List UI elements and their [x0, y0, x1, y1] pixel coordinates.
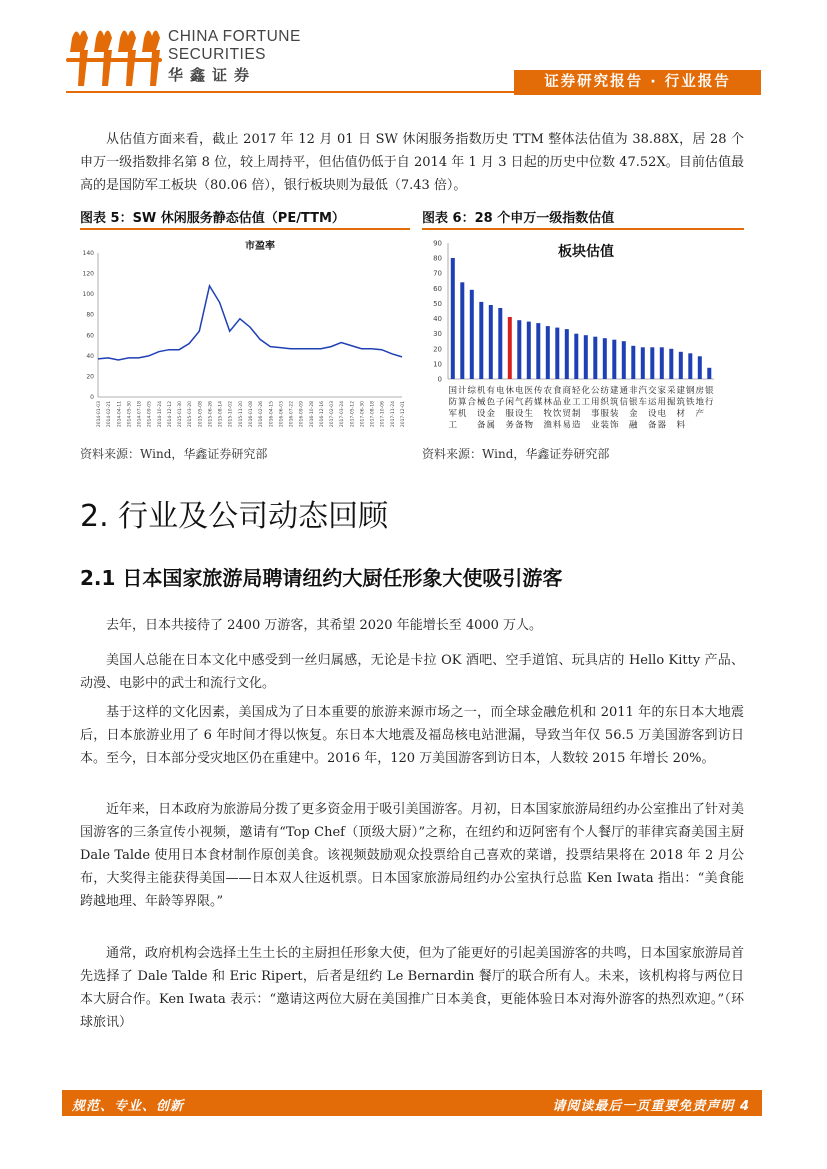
bar-21: [650, 347, 654, 379]
x-tick-label: 2017-11-24: [390, 401, 396, 428]
bar-10: [546, 326, 550, 379]
valuation-paragraph: 从估值方面来看，截止 2017 年 12 月 01 日 SW 休闲服务指数历史 TTM 整体法估值为 38.88X，居 28 个申万一级指数排名第 8 位，较上周持平，但估值仍低于自 2014 年 1 月 3 日起的历史中位数 47.52X。目前估值最高的是国防军工板块（80.06 倍），银行板块则为最低（7.43 倍）。: [80, 132, 744, 193]
x-tick-label: 2017-05-12: [350, 401, 356, 428]
logo-chinese: 华鑫证券: [168, 66, 257, 84]
logo-english-line2: SECURITIES: [168, 46, 267, 63]
bar-4: [489, 305, 493, 379]
bar-25: [688, 353, 692, 379]
bar-19: [631, 346, 635, 379]
x-tick-label: 2015-06-26: [208, 401, 214, 428]
x-tick-label: 计算机: [458, 386, 467, 419]
x-tick-label: 2017-10-06: [380, 401, 386, 428]
x-tick-label: 2017-06-30: [360, 401, 366, 428]
x-tick-label: 2015-05-08: [198, 401, 204, 428]
x-tick-label: 休闲服务: [505, 386, 515, 431]
x-tick-label: 食品饮料: [553, 386, 562, 431]
x-tick-label: 2016-10-28: [309, 401, 315, 428]
x-tick-label: 建筑材料: [676, 386, 686, 431]
figure6-source: 资料来源：Wind，华鑫证券研究部: [422, 447, 610, 461]
y-tick-label: 90: [433, 239, 442, 248]
figure5-caption: 图表 5：SW 休闲服务静态估值（PE/TTM）: [80, 211, 345, 226]
report-type-banner: 证券研究报告 · 行业报告: [514, 70, 761, 95]
bar-1: [460, 282, 464, 379]
x-tick-label: 2015-03-20: [188, 401, 194, 428]
y-tick-label: 80: [433, 254, 442, 263]
y-tick-label: 60: [433, 284, 442, 293]
x-tick-label: 2017-08-18: [370, 401, 376, 428]
body-paragraph: 通常，政府机构会选择土生土长的主厨担任形象大使，但为了能更好的引起美国游客的共鸣，日本国家旅游局首先选择了 Dale Talde 和 Eric Ripert，后者是纽约 Le Bernardin 餐厅的联合所有人。未来，该机构将与两位日本大厨合作。Ken Iwata 表示：“邀请这两位大厨在美国推广日本美食，更能体验日本对海外游客的热烈欢迎。”（环球旅讯）: [80, 946, 744, 1030]
pe-series-line: [98, 286, 402, 360]
x-tick-label: 医药生物: [524, 386, 534, 431]
bar-2: [470, 290, 474, 379]
x-tick-label: 2017-03-24: [340, 401, 346, 428]
footer-bar: [62, 1090, 762, 1116]
company-logo-icon: [66, 20, 162, 90]
subsection-heading: 2.1 日本国家旅游局聘请纽约大厨任形象大使吸引游客: [80, 566, 563, 590]
x-tick-label: 2016-12-16: [319, 401, 325, 428]
x-tick-label: 2016-09-09: [299, 401, 305, 428]
x-tick-label: 轻工制造: [572, 386, 581, 431]
x-tick-label: 农林牧渔: [543, 386, 553, 431]
body-paragraph: 近年来，日本政府为旅游局分拨了更多资金用于吸引美国游客。月初，日本国家旅游局纽约办公室推出了针对美国游客的三条宣传小视频，邀请有“Top Chef（顶级大厨）”之称，在纽约和迈阿密有个人餐厅的菲律宾裔美国主厨 Dale Talde 使用日本食材制作原创美食。该视频鼓励观众投票给自己喜欢的菜谱，投票结果将在 2018 年 2 月公布，大奖得主能获得美国——日本双人往返机票。日本国家旅游局纽约办公室执行总监 Ken Iwata 指出：“美食能跨越地理、年龄等界限。”: [80, 802, 744, 909]
bar-16: [603, 338, 607, 379]
x-tick-label: 有色金属: [486, 386, 496, 431]
bar-5: [498, 308, 502, 379]
x-tick-label: 非银金融: [629, 386, 638, 431]
x-tick-label: 2014-07-18: [137, 401, 143, 428]
x-tick-label: 传媒: [534, 386, 543, 408]
x-tick-label: 2016-07-22: [289, 401, 295, 428]
chart-title: 市盈率: [245, 241, 275, 252]
x-tick-label: 国防军工: [448, 386, 458, 431]
x-tick-label: 2017-02-03: [330, 401, 336, 428]
figure6-rule: [422, 228, 744, 230]
y-tick-labels: [83, 250, 95, 401]
bar-24: [679, 352, 683, 379]
y-tick-label: 70: [433, 269, 442, 278]
y-tick-label: 80: [86, 311, 94, 319]
x-tick-label: 2017-12-01: [401, 401, 406, 428]
y-tick-label: 50: [433, 299, 442, 308]
bar-7: [517, 320, 521, 379]
bar-3: [479, 302, 483, 379]
chart-axes: [98, 253, 402, 397]
bar-8: [527, 322, 531, 379]
x-tick-label: 建筑装饰: [610, 386, 619, 431]
x-tick-label: 房地产: [695, 386, 705, 419]
x-tick-label: 采掘: [667, 386, 676, 408]
x-tick-label: 机械设备: [477, 386, 486, 431]
figure6-caption: 图表 6：28 个申万一级指数估值: [422, 211, 615, 226]
y-tick-labels: [433, 240, 442, 384]
y-tick-label: 10: [433, 360, 442, 369]
x-tick-labels: [96, 401, 406, 427]
bar-18: [622, 341, 626, 379]
x-tick-label: 交运设备: [648, 386, 657, 431]
footer-disclaimer-page: 请阅读最后一页重要免责声明 4: [552, 1099, 750, 1114]
x-tick-label: 银行: [705, 386, 714, 408]
x-tick-label: 通信: [619, 386, 629, 408]
x-tick-label: 2016-01-08: [249, 401, 254, 428]
bar-6: [508, 317, 512, 379]
x-tick-label: 化工: [581, 386, 591, 408]
x-tick-label: 商业贸易: [562, 386, 572, 431]
sector-valuation-bar-chart: [422, 231, 744, 435]
x-tick-label: 2014-02-21: [107, 401, 113, 428]
y-tick-label: 100: [82, 291, 94, 299]
y-tick-label: 20: [433, 345, 442, 354]
bar-series: [451, 258, 712, 379]
x-tick-label: 2014-10-24: [157, 401, 163, 428]
x-tick-label: 2015-08-14: [218, 401, 224, 428]
footer-slogan: 规范、专业、创新: [72, 1099, 185, 1114]
figure5-rule: [80, 228, 410, 230]
bar-14: [584, 335, 588, 379]
x-tick-label: 汽车: [638, 386, 648, 408]
bar-27: [707, 368, 711, 379]
x-tick-label: 2015-10-02: [228, 401, 234, 428]
x-tick-label: 2016-06-03: [279, 401, 285, 428]
section-heading: 2. 行业及公司动态回顾: [80, 499, 389, 534]
x-tick-label: 钢铁: [686, 386, 695, 408]
x-tick-label: 综合: [467, 386, 477, 408]
y-tick-label: 40: [86, 352, 94, 360]
x-tick-label: 2014-04-11: [117, 401, 123, 428]
x-tick-label: 电子: [496, 386, 505, 408]
y-tick-label: 0: [90, 394, 94, 401]
x-tick-label: 2014-05-30: [127, 401, 133, 428]
y-tick-label: 20: [86, 373, 94, 381]
x-tick-label: 2015-01-30: [178, 401, 184, 428]
x-tick-label: 2014-01-03: [97, 401, 102, 428]
pe-line-chart: [80, 231, 410, 435]
chart-title: 板块估值: [558, 244, 614, 260]
bar-9: [536, 323, 540, 379]
bar-17: [612, 340, 616, 379]
y-tick-label: 140: [82, 250, 94, 257]
y-tick-label: 120: [82, 270, 94, 278]
body-paragraph: 美国人总能在日本文化中感受到一丝归属感，无论是卡拉 OK 酒吧、空手道馆、玩具店的 Hello Kitty 产品、动漫、电影中的武士和流行文化。: [80, 653, 744, 691]
bar-13: [574, 334, 578, 379]
x-tick-label: 2016-04-15: [269, 401, 275, 428]
chart-axes: [448, 243, 714, 379]
x-tick-label: 2015-11-20: [238, 401, 244, 428]
bar-0: [451, 258, 455, 379]
bar-23: [669, 349, 673, 379]
bar-26: [698, 356, 702, 379]
bar-11: [555, 328, 559, 379]
logo-english-line1: CHINA FORTUNE: [168, 28, 301, 45]
x-tick-label: 2014-12-12: [167, 401, 173, 428]
x-tick-label: 2016-02-26: [259, 401, 265, 428]
x-tick-label: 电气设备: [515, 386, 524, 431]
x-tick-labels: [449, 385, 715, 431]
x-tick-label: 公用事业: [591, 386, 600, 431]
y-tick-label: 40: [433, 315, 442, 324]
x-tick-label: 纺织服装: [600, 386, 610, 431]
x-tick-label: 家用电器: [657, 386, 667, 431]
bar-22: [660, 347, 664, 379]
body-paragraph: 基于这样的文化因素，美国成为了日本重要的旅游来源市场之一，而全球金融危机和 2011 年的东日本大地震后，日本旅游业用了 6 年时间才得以恢复。东日本大地震及福岛核电站泄漏，导致当年仅 56.5 万美国游客到访日本。至今，日本部分受灾地区仍在重建中。2016 年，120 万美国游客到访日本，人数较 2015 年增长 20%。: [80, 705, 744, 766]
figure5-source: 资料来源：Wind，华鑫证券研究部: [80, 447, 268, 461]
header-rule: [66, 91, 514, 93]
bar-12: [565, 329, 569, 379]
bar-15: [593, 337, 597, 379]
y-tick-label: 60: [86, 332, 94, 340]
y-tick-label: 30: [433, 330, 442, 339]
body-paragraph: 去年，日本共接待了 2400 万游客，其希望 2020 年能增长至 4000 万人。: [106, 618, 543, 633]
y-tick-label: 0: [437, 375, 442, 384]
bar-20: [641, 347, 645, 379]
x-tick-label: 2014-09-05: [147, 401, 153, 428]
